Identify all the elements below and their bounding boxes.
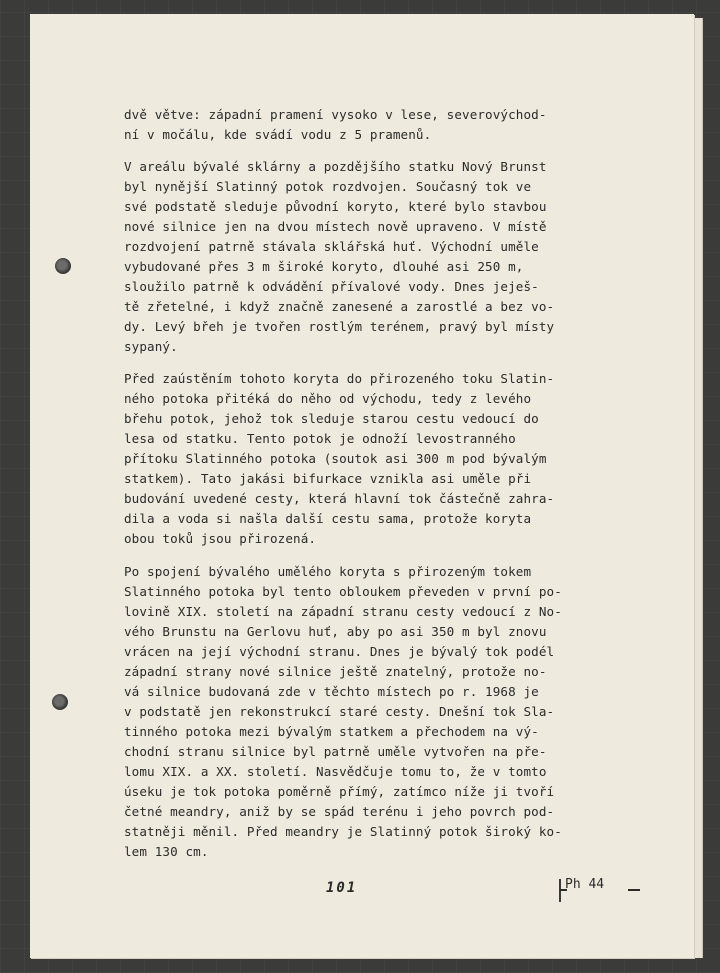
text-line: dy. Levý břeh je tvořen rostlým terénem, pravý byl místy: [124, 319, 555, 334]
text-line: tinného potoka mezi bývalým statkem a přechodem na vý-: [124, 724, 539, 739]
text-line: sypaný.: [124, 339, 178, 354]
text-line: V areálu bývalé sklárny a pozdějšího statku Nový Brunst: [124, 159, 547, 174]
page-number: 101: [326, 880, 358, 896]
text-line: obou toků jsou přirozená.: [124, 531, 317, 546]
text-line: vybudované přes 3 m široké koryto, dlouhé asi 250 m,: [124, 259, 524, 274]
text-line: západní strany nové silnice ještě znatelný, protože no-: [124, 664, 547, 679]
document-code: Ph 44: [565, 877, 605, 892]
text-line: vrácen na její východní stranu. Dnes je bývalý tok podél: [124, 644, 555, 659]
text-line: statněji měnil. Před meandry je Slatinný potok široký ko-: [124, 824, 562, 839]
text-line: chodní stranu silnice byl patrně uměle vytvořen na pře-: [124, 744, 547, 759]
text-line: lem 130 cm.: [124, 844, 209, 859]
text-line: četné meandry, aniž by se spád terénu i jeho povrch pod-: [124, 804, 555, 819]
punch-hole-bottom: [52, 694, 68, 710]
paragraph-3: [124, 369, 594, 549]
text-line: Po spojení bývalého umělého koryta s přirozeným tokem: [124, 564, 532, 579]
text-line: byl nynější Slatinný potok rozdvojen. Současný tok ve: [124, 179, 532, 194]
text-line: své podstatě sleduje původní koryto, které bylo stavbou: [124, 199, 547, 214]
text-line: úseku je tok potoka poměrně přímý, zatímco níže ji tvoří: [124, 784, 555, 799]
text-line: břehu potok, jehož tok sleduje starou cestu vedoucí do: [124, 411, 539, 426]
text-line: nové silnice jen na dvou místech nově upraveno. V místě: [124, 219, 547, 234]
text-line: ného potoka přitéká do něho od východu, tedy z levého: [124, 391, 532, 406]
code-marker-stroke: [559, 879, 561, 902]
text-line: sloužilo patrně k odvádění přívalové vody. Dnes jeješ-: [124, 279, 539, 294]
text-line: vá silnice budovaná zde v těchto místech po r. 1968 je: [124, 684, 539, 699]
text-line: dvě větve: západní pramení vysoko v lese, severovýchod-: [124, 107, 547, 122]
text-line: lovině XIX. století na západní stranu cesty vedoucí z No-: [124, 604, 562, 619]
text-line: Slatinného potoka byl tento obloukem převeden v první po-: [124, 584, 562, 599]
text-line: vého Brunstu na Gerlovu huť, aby po asi 350 m byl znovu: [124, 624, 547, 639]
code-dash-right: [628, 889, 640, 891]
text-line: rozdvojení patrně stávala sklářská huť. Východní uměle: [124, 239, 539, 254]
text-line: budování uvedené cesty, která hlavní tok částečně zahra-: [124, 491, 555, 506]
paragraph-2: [124, 157, 594, 357]
paragraph-4: [124, 562, 594, 862]
punch-hole-top: [55, 258, 71, 274]
text-line: tě zřetelné, i když značně zanesené a zarostlé a bez vo-: [124, 299, 555, 314]
text-line: v podstatě jen rekonstrukcí staré cesty. Dnešní tok Sla-: [124, 704, 555, 719]
text-line: dila a voda si našla další cestu sama, protože koryta: [124, 511, 532, 526]
text-line: přítoku Slatinného potoka (soutok asi 300 m pod bývalým: [124, 451, 547, 466]
text-line: statkem). Tato jakási bifurkace vznikla asi uměle při: [124, 471, 532, 486]
text-line: ní v močálu, kde svádí vodu z 5 pramenů.: [124, 127, 432, 142]
text-line: lomu XIX. a XX. století. Nasvědčuje tomu to, že v tomto: [124, 764, 547, 779]
text-line: lesa od statku. Tento potok je odnoží levostranného: [124, 431, 516, 446]
typewritten-text: [124, 105, 594, 874]
paragraph-1: [124, 105, 594, 145]
text-line: Před zaústěním tohoto koryta do přirozeného toku Slatin-: [124, 371, 555, 386]
